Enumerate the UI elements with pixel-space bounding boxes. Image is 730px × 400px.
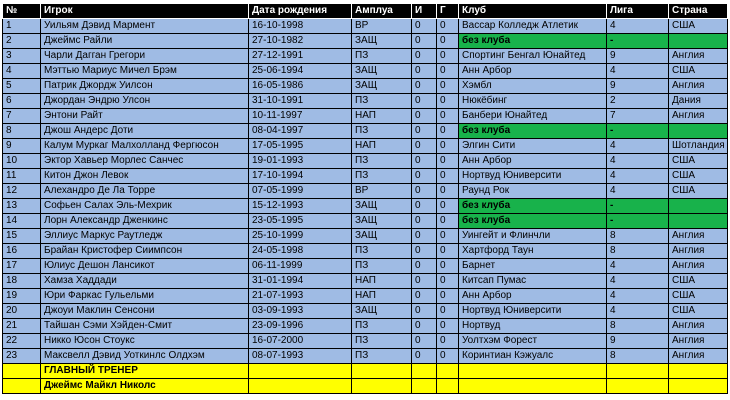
- cell-player: Софьен Салах Эль-Мехрик: [41, 199, 249, 214]
- cell-goals: 0: [437, 34, 459, 49]
- cell-player: Максвелл Дэвид Уоткинлс Олдхэм: [41, 349, 249, 364]
- cell-birth-date: 16-10-1998: [249, 19, 352, 34]
- cell-birth-date: 16-05-1986: [249, 79, 352, 94]
- player-rows: [3, 19, 728, 364]
- header-games: И: [412, 4, 437, 19]
- cell-league: 8: [607, 349, 669, 364]
- cell-country: Шотландия: [669, 139, 728, 154]
- cell-role: ПЗ: [352, 334, 412, 349]
- table-row: [3, 349, 728, 364]
- cell-number: 12: [3, 184, 41, 199]
- cell-club: Раунд Рок: [459, 184, 607, 199]
- cell-role: ПЗ: [352, 319, 412, 334]
- table-row: [3, 109, 728, 124]
- cell-league: 7: [607, 109, 669, 124]
- header-player: Игрок: [41, 4, 249, 19]
- cell-league: 8: [607, 319, 669, 334]
- cell-player: Джеймс Райли: [41, 34, 249, 49]
- cell-role: ЗАЩ: [352, 199, 412, 214]
- cell-club: Банбери Юнайтед: [459, 109, 607, 124]
- cell-league: -: [607, 199, 669, 214]
- cell-goals: 0: [437, 274, 459, 289]
- coach-label-row: [3, 364, 728, 379]
- cell-role: ПЗ: [352, 124, 412, 139]
- cell-number: 3: [3, 49, 41, 64]
- cell-player: Китон Джон Левок: [41, 169, 249, 184]
- cell-league: 4: [607, 139, 669, 154]
- cell-club: Барнет: [459, 259, 607, 274]
- table-row: [3, 199, 728, 214]
- cell-club: Анн Арбор: [459, 289, 607, 304]
- cell-club: Нюкёбинг: [459, 94, 607, 109]
- cell-club: Китсап Пумас: [459, 274, 607, 289]
- cell-club: Нортвуд Юниверсити: [459, 169, 607, 184]
- coach-label: ГЛАВНЫЙ ТРЕНЕР: [41, 364, 249, 379]
- header-number: №: [3, 4, 41, 19]
- coach-name-number: [3, 379, 41, 394]
- cell-number: 20: [3, 304, 41, 319]
- cell-role: ПЗ: [352, 259, 412, 274]
- cell-country: США: [669, 274, 728, 289]
- cell-role: ПЗ: [352, 49, 412, 64]
- cell-club: Хэмбл: [459, 79, 607, 94]
- header-row: [3, 4, 728, 19]
- cell-role: ВР: [352, 184, 412, 199]
- cell-goals: 0: [437, 169, 459, 184]
- cell-club: Коринтиан Кэжуалс: [459, 349, 607, 364]
- cell-role: НАП: [352, 139, 412, 154]
- cell-league: 2: [607, 94, 669, 109]
- cell-club: Хартфорд Таун: [459, 244, 607, 259]
- table-row: [3, 19, 728, 34]
- cell-games: 0: [412, 34, 437, 49]
- table-row: [3, 64, 728, 79]
- cell-birth-date: 08-04-1997: [249, 124, 352, 139]
- cell-player: Калум Муркаг Малхолланд Фергюсон: [41, 139, 249, 154]
- cell-games: 0: [412, 259, 437, 274]
- cell-goals: 0: [437, 124, 459, 139]
- cell-goals: 0: [437, 154, 459, 169]
- cell-birth-date: 07-05-1999: [249, 184, 352, 199]
- header-league: Лига: [607, 4, 669, 19]
- cell-goals: 0: [437, 289, 459, 304]
- cell-number: 2: [3, 34, 41, 49]
- cell-goals: 0: [437, 49, 459, 64]
- cell-player: Джош Андерс Доти: [41, 124, 249, 139]
- cell-games: 0: [412, 49, 437, 64]
- cell-club: без клуба: [459, 34, 607, 49]
- cell-number: 6: [3, 94, 41, 109]
- cell-number: 15: [3, 229, 41, 244]
- cell-league: 4: [607, 184, 669, 199]
- cell-role: НАП: [352, 274, 412, 289]
- cell-league: 9: [607, 49, 669, 64]
- cell-league: 8: [607, 244, 669, 259]
- cell-country: Англия: [669, 349, 728, 364]
- cell-role: ВР: [352, 19, 412, 34]
- table-row: [3, 139, 728, 154]
- cell-league: 4: [607, 19, 669, 34]
- cell-league: -: [607, 34, 669, 49]
- cell-number: 16: [3, 244, 41, 259]
- cell-number: 5: [3, 79, 41, 94]
- cell-goals: 0: [437, 259, 459, 274]
- cell-role: ЗАЩ: [352, 79, 412, 94]
- cell-country: Англия: [669, 79, 728, 94]
- cell-role: НАП: [352, 109, 412, 124]
- cell-role: ЗАЩ: [352, 304, 412, 319]
- cell-league: 4: [607, 64, 669, 79]
- cell-player: Эктор Хавьер Морлес Санчес: [41, 154, 249, 169]
- cell-goals: 0: [437, 244, 459, 259]
- cell-country: США: [669, 154, 728, 169]
- cell-birth-date: 31-10-1991: [249, 94, 352, 109]
- cell-birth-date: 16-07-2000: [249, 334, 352, 349]
- cell-games: 0: [412, 169, 437, 184]
- cell-player: Юри Фаркас Гульельми: [41, 289, 249, 304]
- cell-birth-date: 24-05-1998: [249, 244, 352, 259]
- cell-goals: 0: [437, 304, 459, 319]
- cell-country: Дания: [669, 94, 728, 109]
- table-row: [3, 304, 728, 319]
- coach-name: Джеймс Майкл Николс: [41, 379, 249, 394]
- cell-club: без клуба: [459, 214, 607, 229]
- cell-birth-date: 27-12-1991: [249, 49, 352, 64]
- cell-goals: 0: [437, 79, 459, 94]
- cell-goals: 0: [437, 19, 459, 34]
- cell-birth-date: 06-11-1999: [249, 259, 352, 274]
- cell-league: 4: [607, 154, 669, 169]
- cell-games: 0: [412, 79, 437, 94]
- cell-number: 14: [3, 214, 41, 229]
- cell-league: 4: [607, 274, 669, 289]
- header-goals: Г: [437, 4, 459, 19]
- cell-birth-date: 19-01-1993: [249, 154, 352, 169]
- cell-club: Нортвуд: [459, 319, 607, 334]
- cell-games: 0: [412, 319, 437, 334]
- header-role: Амплуа: [352, 4, 412, 19]
- cell-number: 10: [3, 154, 41, 169]
- cell-club: Элгин Сити: [459, 139, 607, 154]
- coach-label-number: [3, 364, 41, 379]
- cell-country: Англия: [669, 334, 728, 349]
- cell-goals: 0: [437, 94, 459, 109]
- cell-country: Англия: [669, 244, 728, 259]
- cell-role: ЗАЩ: [352, 214, 412, 229]
- cell-role: НАП: [352, 289, 412, 304]
- cell-country: [669, 34, 728, 49]
- cell-country: Англия: [669, 229, 728, 244]
- cell-country: Англия: [669, 319, 728, 334]
- cell-club: Анн Арбор: [459, 154, 607, 169]
- table-row: [3, 34, 728, 49]
- cell-goals: 0: [437, 109, 459, 124]
- cell-games: 0: [412, 214, 437, 229]
- cell-country: [669, 199, 728, 214]
- cell-league: 4: [607, 169, 669, 184]
- cell-role: ПЗ: [352, 349, 412, 364]
- cell-number: 19: [3, 289, 41, 304]
- cell-goals: 0: [437, 184, 459, 199]
- cell-games: 0: [412, 184, 437, 199]
- cell-country: США: [669, 64, 728, 79]
- cell-role: ПЗ: [352, 244, 412, 259]
- coach-name-row: [3, 379, 728, 394]
- cell-country: США: [669, 289, 728, 304]
- cell-games: 0: [412, 229, 437, 244]
- table-row: [3, 244, 728, 259]
- cell-games: 0: [412, 304, 437, 319]
- cell-birth-date: 25-10-1999: [249, 229, 352, 244]
- cell-league: 4: [607, 259, 669, 274]
- cell-games: 0: [412, 349, 437, 364]
- cell-number: 1: [3, 19, 41, 34]
- cell-club: Уингейт и Флинчли: [459, 229, 607, 244]
- cell-player: Мэттью Мариус Мичел Брэм: [41, 64, 249, 79]
- cell-number: 7: [3, 109, 41, 124]
- table-row: [3, 214, 728, 229]
- table-row: [3, 229, 728, 244]
- cell-number: 18: [3, 274, 41, 289]
- cell-player: Юлиус Дешон Лансикот: [41, 259, 249, 274]
- cell-country: Англия: [669, 49, 728, 64]
- table-row: [3, 124, 728, 139]
- cell-birth-date: 21-07-1993: [249, 289, 352, 304]
- cell-player: Чарли Дагган Грегори: [41, 49, 249, 64]
- cell-number: 23: [3, 349, 41, 364]
- cell-games: 0: [412, 64, 437, 79]
- table-row: [3, 259, 728, 274]
- cell-player: Джоуи Маклин Сенсони: [41, 304, 249, 319]
- cell-country: США: [669, 184, 728, 199]
- cell-league: 4: [607, 289, 669, 304]
- cell-league: -: [607, 124, 669, 139]
- cell-league: 8: [607, 229, 669, 244]
- squad-table: [2, 3, 728, 394]
- cell-league: 4: [607, 304, 669, 319]
- cell-country: США: [669, 19, 728, 34]
- cell-games: 0: [412, 274, 437, 289]
- cell-birth-date: 27-10-1982: [249, 34, 352, 49]
- cell-role: ЗАЩ: [352, 229, 412, 244]
- cell-league: 9: [607, 79, 669, 94]
- cell-goals: 0: [437, 349, 459, 364]
- cell-goals: 0: [437, 64, 459, 79]
- cell-club: Анн Арбор: [459, 64, 607, 79]
- cell-player: Никко Юсон Стоукс: [41, 334, 249, 349]
- cell-goals: 0: [437, 139, 459, 154]
- table-row: [3, 319, 728, 334]
- cell-games: 0: [412, 19, 437, 34]
- cell-player: Лорн Александр Дженкинс: [41, 214, 249, 229]
- cell-player: Энтони Райт: [41, 109, 249, 124]
- cell-games: 0: [412, 109, 437, 124]
- cell-goals: 0: [437, 199, 459, 214]
- table-row: [3, 49, 728, 64]
- table-row: [3, 79, 728, 94]
- cell-birth-date: 17-10-1994: [249, 169, 352, 184]
- table-row: [3, 94, 728, 109]
- cell-player: Патрик Джордж Уилсон: [41, 79, 249, 94]
- cell-number: 22: [3, 334, 41, 349]
- cell-player: Эллиус Маркус Раутледж: [41, 229, 249, 244]
- header-country: Страна: [669, 4, 728, 19]
- cell-goals: 0: [437, 214, 459, 229]
- cell-league: -: [607, 214, 669, 229]
- cell-country: США: [669, 304, 728, 319]
- cell-games: 0: [412, 289, 437, 304]
- cell-club: Нортвуд Юниверсити: [459, 304, 607, 319]
- cell-role: ЗАЩ: [352, 34, 412, 49]
- cell-goals: 0: [437, 334, 459, 349]
- cell-games: 0: [412, 199, 437, 214]
- cell-player: Джордан Эндрю Улсон: [41, 94, 249, 109]
- cell-games: 0: [412, 244, 437, 259]
- table-row: [3, 184, 728, 199]
- cell-player: Уильям Дэвид Мармент: [41, 19, 249, 34]
- cell-games: 0: [412, 334, 437, 349]
- table-row: [3, 334, 728, 349]
- cell-birth-date: 23-09-1996: [249, 319, 352, 334]
- cell-country: США: [669, 169, 728, 184]
- cell-player: Брайан Кристофер Сиимпсон: [41, 244, 249, 259]
- cell-goals: 0: [437, 319, 459, 334]
- cell-number: 8: [3, 124, 41, 139]
- cell-player: Хамза Хаддади: [41, 274, 249, 289]
- cell-role: ПЗ: [352, 154, 412, 169]
- cell-country: Англия: [669, 259, 728, 274]
- cell-number: 9: [3, 139, 41, 154]
- cell-role: ЗАЩ: [352, 64, 412, 79]
- cell-birth-date: 17-05-1995: [249, 139, 352, 154]
- cell-games: 0: [412, 124, 437, 139]
- cell-number: 17: [3, 259, 41, 274]
- cell-birth-date: 31-01-1994: [249, 274, 352, 289]
- cell-goals: 0: [437, 229, 459, 244]
- cell-number: 21: [3, 319, 41, 334]
- cell-club: Уолтхэм Форест: [459, 334, 607, 349]
- cell-country: [669, 124, 728, 139]
- cell-birth-date: 08-07-1993: [249, 349, 352, 364]
- cell-player: Алехандро Де Ла Торре: [41, 184, 249, 199]
- cell-country: Англия: [669, 109, 728, 124]
- cell-country: [669, 214, 728, 229]
- header-club: Клуб: [459, 4, 607, 19]
- cell-birth-date: 25-06-1994: [249, 64, 352, 79]
- cell-birth-date: 10-11-1997: [249, 109, 352, 124]
- cell-number: 4: [3, 64, 41, 79]
- cell-games: 0: [412, 94, 437, 109]
- cell-games: 0: [412, 154, 437, 169]
- cell-role: ПЗ: [352, 94, 412, 109]
- cell-player: Тайшан Сэми Хэйден-Смит: [41, 319, 249, 334]
- table-row: [3, 169, 728, 184]
- cell-birth-date: 23-05-1995: [249, 214, 352, 229]
- cell-games: 0: [412, 139, 437, 154]
- cell-club: Вассар Колледж Атлетик: [459, 19, 607, 34]
- header-birth-date: Дата рождения: [249, 4, 352, 19]
- cell-league: 9: [607, 334, 669, 349]
- cell-number: 13: [3, 199, 41, 214]
- table-row: [3, 154, 728, 169]
- cell-club: без клуба: [459, 124, 607, 139]
- squad-sheet: [2, 3, 727, 394]
- table-row: [3, 274, 728, 289]
- cell-number: 11: [3, 169, 41, 184]
- table-row: [3, 289, 728, 304]
- cell-birth-date: 03-09-1993: [249, 304, 352, 319]
- cell-club: Спортинг Бенгал Юнайтед: [459, 49, 607, 64]
- cell-role: ПЗ: [352, 169, 412, 184]
- cell-club: без клуба: [459, 199, 607, 214]
- cell-birth-date: 15-12-1993: [249, 199, 352, 214]
